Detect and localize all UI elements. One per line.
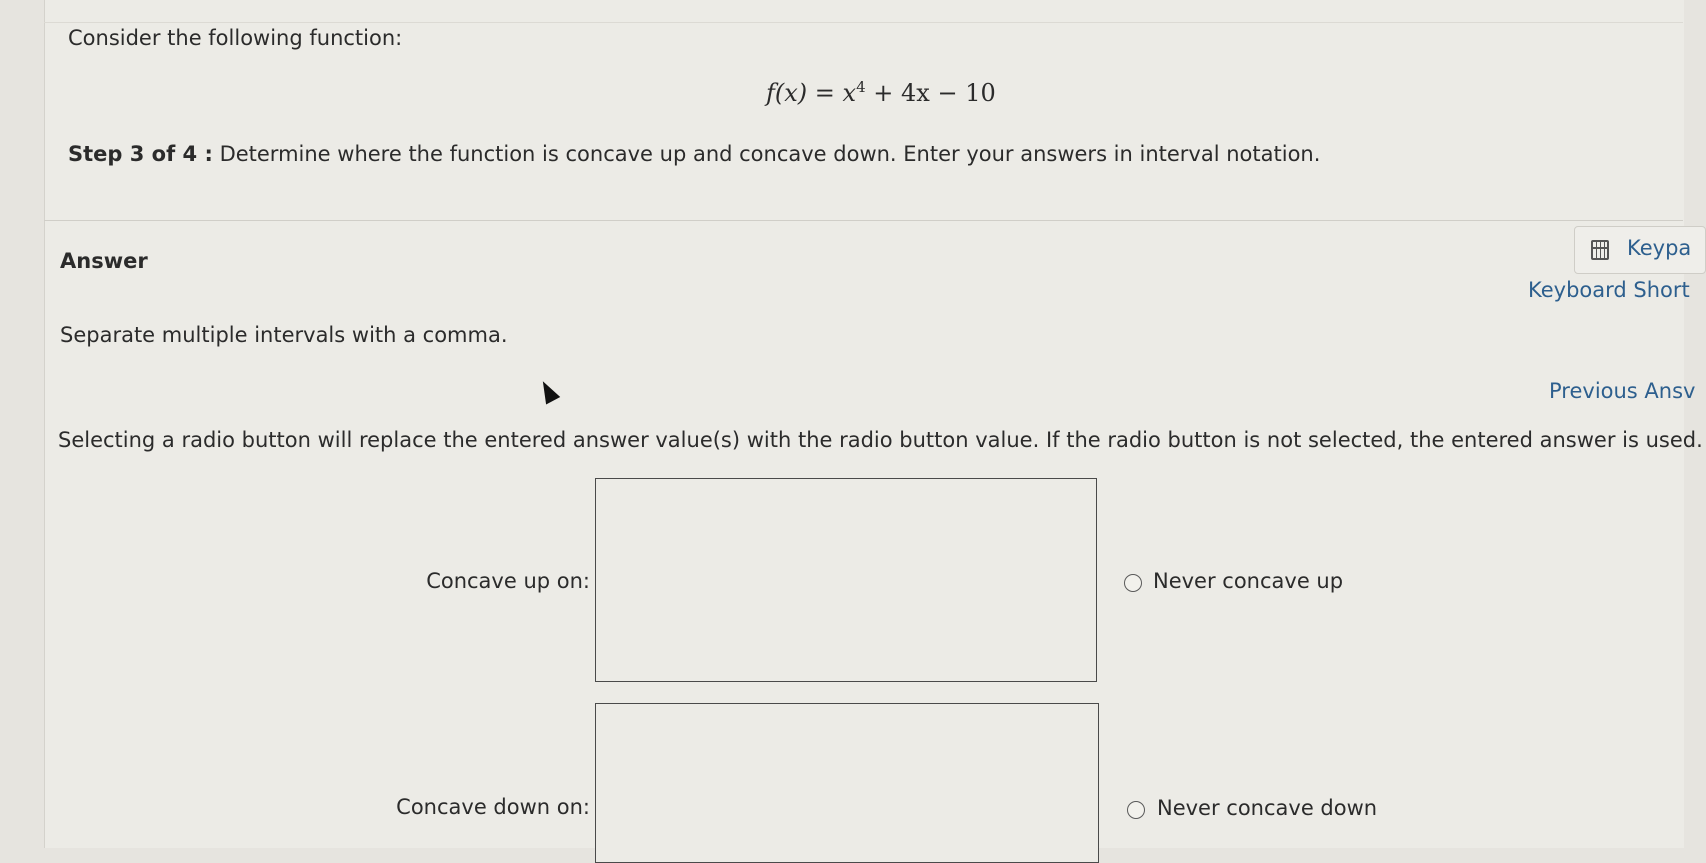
formula-lhs: f(x): [766, 79, 808, 107]
radio-instruction: Selecting a radio button will replace the entered answer value(s) with the radio button value. If the radio button is not selected, the entered answer is used.: [58, 428, 1703, 452]
question-prompt: Consider the following function:: [68, 26, 403, 50]
never-concave-up-radio[interactable]: [1124, 574, 1142, 592]
formula-rest: + 4x − 10: [873, 79, 996, 107]
concave-up-label: Concave up on:: [426, 569, 590, 593]
previous-answers-link[interactable]: Previous Ansv: [1549, 379, 1696, 403]
keypad-label: Keypa: [1627, 236, 1692, 260]
never-concave-up-label[interactable]: Never concave up: [1153, 569, 1344, 593]
keypad-button[interactable]: [1574, 226, 1706, 274]
concave-down-input[interactable]: [595, 703, 1099, 863]
top-divider: [44, 22, 1683, 23]
section-divider: [44, 220, 1683, 221]
calculator-icon: [1591, 240, 1609, 260]
concave-up-input[interactable]: [595, 478, 1097, 682]
step-label: Step 3 of 4 :: [68, 142, 213, 166]
keyboard-shortcuts-link[interactable]: Keyboard Short: [1528, 278, 1690, 302]
formula-x: x: [842, 79, 857, 107]
step-instruction: [68, 142, 1320, 166]
concave-down-label: Concave down on:: [396, 795, 590, 819]
never-concave-down-radio[interactable]: [1127, 801, 1145, 819]
function-formula: [766, 78, 996, 107]
never-concave-down-label[interactable]: Never concave down: [1157, 796, 1378, 820]
formula-equals: =: [814, 79, 835, 107]
formula-exponent: 4: [856, 78, 866, 96]
separate-intervals-note: Separate multiple intervals with a comma.: [60, 323, 508, 347]
answer-heading: Answer: [60, 249, 148, 273]
step-text: Determine where the function is concave up and concave down. Enter your answers in interval notation.: [219, 142, 1321, 166]
